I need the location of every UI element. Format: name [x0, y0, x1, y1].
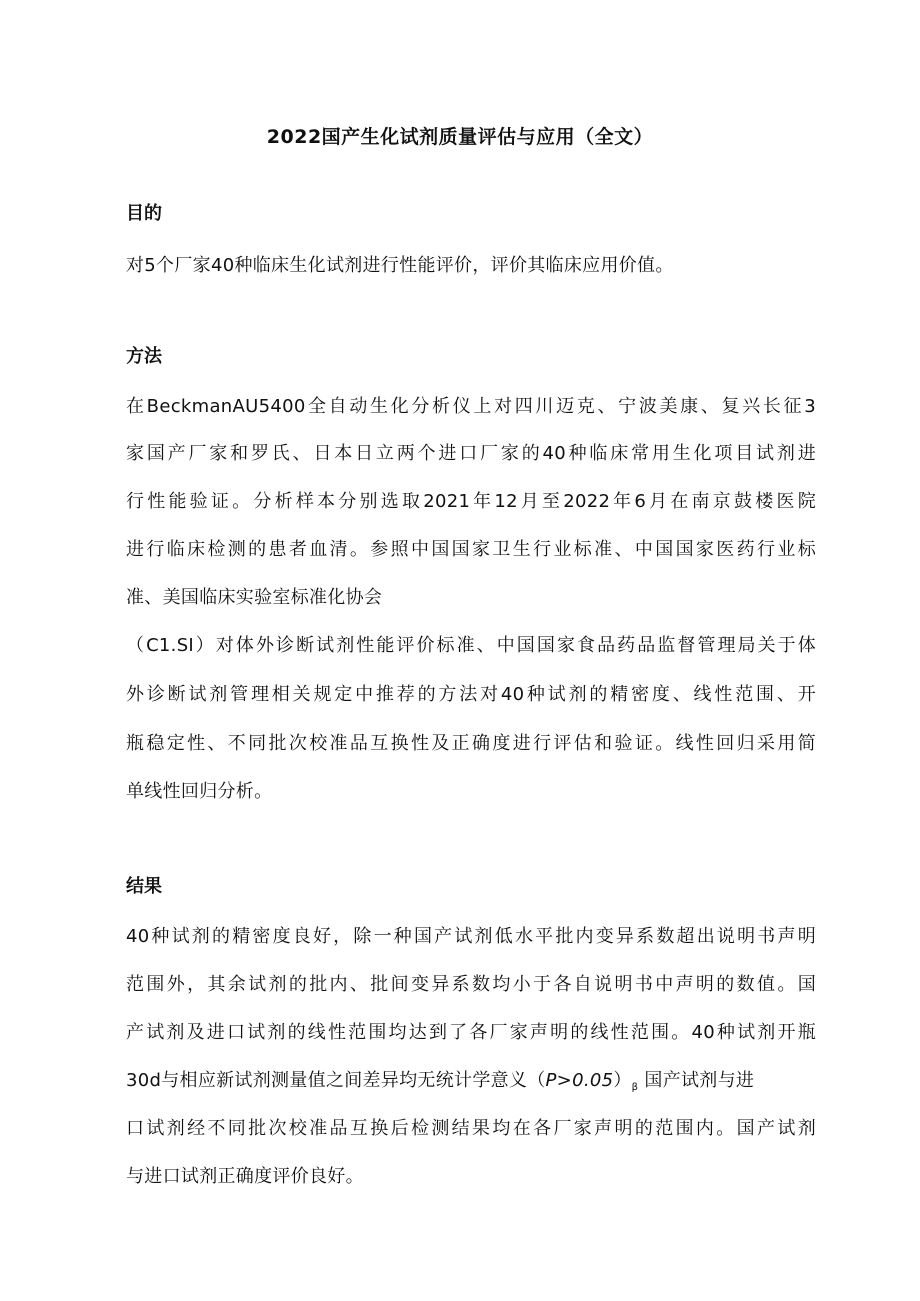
section-heading-method: 方法: [126, 346, 162, 367]
results-line-1: 40种试剂的精密度良好，除一种国产试剂低水平批内变异系数超出说明书声明: [126, 926, 816, 947]
method-line-3: 行性能验证。分析样本分别选取2021年12月至2022年6月在南京鼓楼医院: [126, 491, 816, 512]
section-heading-results: 结果: [126, 876, 162, 897]
method-line-9: 单线性回归分析。: [126, 781, 273, 802]
beta-subscript: β: [631, 1082, 639, 1093]
results-line-4: [126, 1069, 816, 1100]
method-line-8: 瓶稳定性、不同批次校准品互换性及正确度进行评估和验证。线性回归采用简: [126, 733, 816, 754]
method-line-1: 在BeckmanAU5400全自动生化分析仪上对四川迈克、宁波美康、复兴长征3: [126, 396, 816, 417]
method-line-4: 进行临床检测的患者血清。参照中国国家卫生行业标准、中国国家医药行业标: [126, 539, 816, 560]
purpose-line-1: 对5个厂家40种临床生化试剂进行性能评价，评价其临床应用价值。: [126, 255, 674, 276]
results-line-4-rest: 国产试剂与进: [644, 1070, 755, 1091]
p-value-stat: P>0.05: [545, 1070, 614, 1091]
results-line-6: 与进口试剂正确度评价良好。: [126, 1166, 364, 1187]
results-line-5: 口试剂经不同批次校准品互换后检测结果均在各厂家声明的范围内。国产试剂: [126, 1118, 816, 1139]
method-line-5: 准、美国临床实验室标准化协会: [126, 587, 383, 608]
method-line-2: 家国产厂家和罗氏、日本日立两个进口厂家的40种临床常用生化项目试剂进: [126, 443, 816, 464]
document-title: 2022国产生化试剂质量评估与应用（全文）: [266, 126, 654, 148]
method-line-7: 外诊断试剂管理相关规定中推荐的方法对40种试剂的精密度、线性范围、开: [126, 684, 816, 705]
method-line-6: （C1.SI）对体外诊断试剂性能评价标准、中国国家食品药品监督管理局关于体: [126, 635, 816, 656]
results-line-4-close-paren: ）: [613, 1070, 632, 1091]
results-line-2: 范围外，其余试剂的批内、批间变异系数均小于各自说明书中声明的数值。国: [126, 974, 816, 995]
results-line-4-before: 30d与相应新试剂测量值之间差异均无统计学意义（: [126, 1070, 546, 1091]
results-line-3: 产试剂及进口试剂的线性范围均达到了各厂家声明的线性范围。40种试剂开瓶: [126, 1022, 816, 1043]
section-heading-purpose: 目的: [126, 203, 162, 224]
